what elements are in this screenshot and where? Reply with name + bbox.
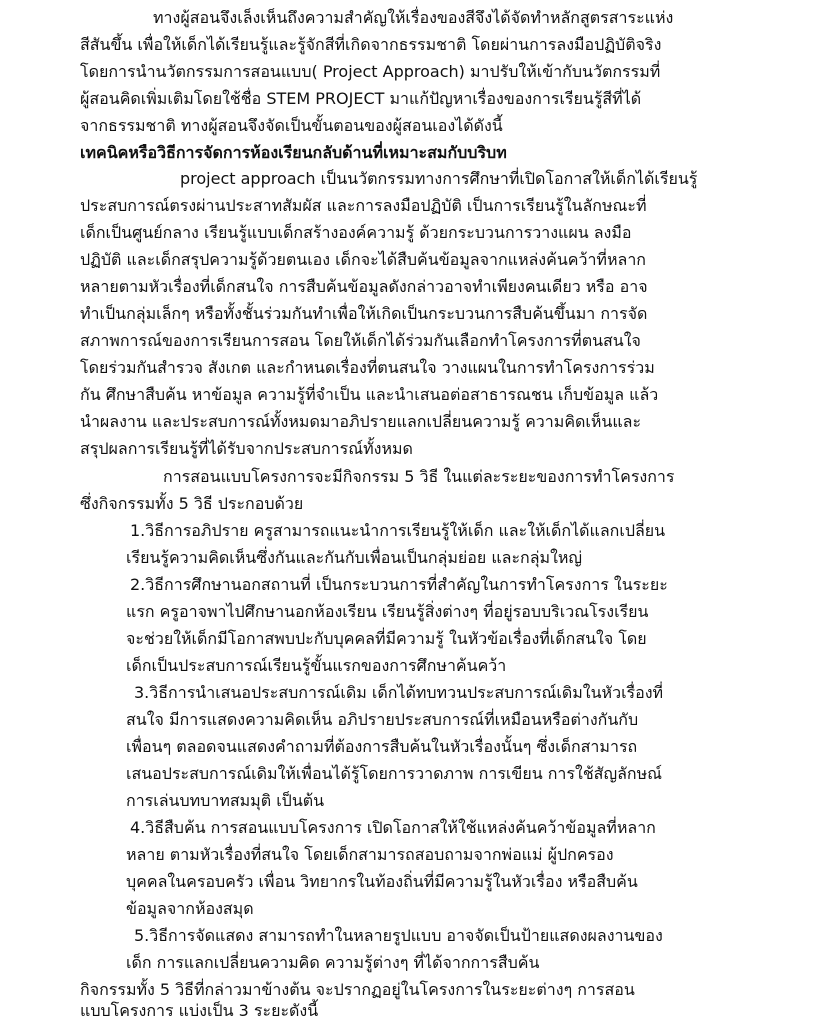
text-line: นำผลงาน และประสบการณ์ทั้งหมดมาอภิปรายแลกเปลี่ยนความรู้ ความคิดเห็นและ (80, 412, 642, 431)
text-line: project approach เป็นนวัตกรรมทางการศึกษาที่เปิดโอกาสให้เด็กได้เรียนรู้ (180, 169, 698, 188)
text-line: ปฏิบัติ และเด็กสรุปความรู้ด้วยตนเอง เด็กจะได้สืบค้นข้อมูลจากแหล่งค้นคว้าที่หลาก (80, 250, 646, 269)
text-line: ซึ่งกิจกรรมทั้ง 5 วิธี ประกอบด้วย (80, 494, 304, 513)
text-line: เสนอประสบการณ์เดิมให้เพื่อนได้รู้โดยการวาดภาพ การเขียน การใช้สัญลักษณ์ (126, 764, 662, 783)
text-line: เด็ก การแลกเปลี่ยนความคิด ความรู้ต่างๆ ที่ได้จากการสืบค้น (126, 953, 540, 972)
text-line: สนใจ มีการแสดงความคิดเห็น อภิปรายประสบการณ์ที่เหมือนหรือต่างกันกับ (126, 710, 639, 729)
text-line: เรียนรู้ความคิดเห็นซึ่งกันและกันกับเพื่อนเป็นกลุ่มย่อย และกลุ่มใหญ่ (126, 548, 583, 567)
text-line: เด็กเป็นศูนย์กลาง เรียนรู้แบบเด็กสร้างองค์ความรู้ ด้วยกระบวนการวางแผน ลงมือ (80, 223, 632, 242)
text-line: เพื่อนๆ ตลอดจนแสดงคำถามที่ต้องการสืบค้นในหัวเรื่องนั้นๆ ซึ่งเด็กสามารถ (126, 737, 638, 756)
section-heading: เทคนิคหรือวิธีการจัดการห้องเรียนกลับด้านที่เหมาะสมกับบริบท (80, 143, 507, 162)
text-line: บุคคลในครอบครัว เพื่อน วิทยากรในท้องถิ่นที่มีความรู้ในหัวเรื่อง หรือสืบค้น (126, 872, 638, 891)
text-line: แรก ครูอาจพาไปศึกษานอกห้องเรียน เรียนรู้สิ่งต่างๆ ที่อยู่รอบบริเวณโรงเรียน (126, 602, 649, 621)
text-line: หลาย ตามหัวเรื่องที่สนใจ โดยเด็กสามารถสอบถามจากพ่อแม่ ผู้ปกครอง (126, 845, 614, 864)
text-line: สรุปผลการเรียนรู้ที่ได้รับจากประสบการณ์ทั้งหมด (80, 439, 413, 458)
text-line: ข้อมูลจากห้องสมุด (126, 899, 254, 918)
text-line: 2.วิธีการศึกษานอกสถานที่ เป็นกระบวนการที่สำคัญในการทำโครงการ ในระยะ (130, 575, 668, 594)
text-line: ประสบการณ์ตรงผ่านประสาทสัมผัส และการลงมือปฏิบัติ เป็นการเรียนรู้ในลักษณะที่ (80, 196, 647, 215)
text-line: กัน ศึกษาสืบค้น หาข้อมูล ความรู้ที่จำเป็น และนำเสนอต่อสาธารณชน เก็บข้อมูล แล้ว (80, 385, 659, 404)
text-line: จะช่วยให้เด็กมีโอกาสพบปะกับบุคคลที่มีความรู้ ในหัวข้อเรื่องที่เด็กสนใจ โดย (126, 629, 647, 648)
text-line: โดยร่วมกันสำรวจ สังเกต และกำหนดเรื่องที่ตนสนใจ วางแผนในการทำโครงการร่วม (80, 358, 655, 377)
text-line: ผู้สอนคิดเพิ่มเติมโดยใช้ชื่อ STEM PROJECT มาแก้ปัญหาเรื่องของการเรียนรู้สีที่ได้ (80, 89, 642, 108)
text-line: 4.วิธีสืบค้น การสอนแบบโครงการ เปิดโอกาสให้ใช้แหล่งค้นคว้าข้อมูลที่หลาก (130, 818, 656, 837)
text-line: กิจกรรมทั้ง 5 วิธีที่กล่าวมาข้างต้น จะปรากฏอยู่ในโครงการในระยะต่างๆ การสอน (80, 980, 635, 999)
text-line: สภาพการณ์ของการเรียนการสอน โดยให้เด็กได้ร่วมกันเลือกทำโครงการที่ตนสนใจ (80, 331, 641, 350)
text-line: การสอนแบบโครงการจะมีกิจกรรม 5 วิธี ในแต่ละระยะของการทำโครงการ (163, 467, 675, 486)
text-line: สีสันขึ้น เพื่อให้เด็กได้เรียนรู้และรู้จักสีที่เกิดจากธรรมชาติ โดยผ่านการลงมือปฏิบัติจริง (80, 35, 662, 54)
text-line: เด็กเป็นประสบการณ์เรียนรู้ขั้นแรกของการศึกษาค้นคว้า (126, 656, 507, 675)
text-line: หลายตามหัวเรื่องที่เด็กสนใจ การสืบค้นข้อมูลดังกล่าวอาจทำเพียงคนเดียว หรือ อาจ (80, 277, 648, 296)
text-line: จากธรรมชาติ ทางผู้สอนจึงจัดเป็นขั้นตอนของผู้สอนเองได้ดังนี้ (80, 116, 503, 135)
text-line: ทำเป็นกลุ่มเล็กๆ หรือทั้งชั้นร่วมกันทำเพื่อให้เกิดเป็นกระบวนการสืบค้นขึ้นมา การจัด (80, 304, 648, 323)
text-line: 5.วิธีการจัดแสดง สามารถทำในหลายรูปแบบ อาจจัดเป็นป้ายแสดงผลงานของ (134, 926, 663, 945)
text-line: 3.วิธีการนำเสนอประสบการณ์เดิม เด็กได้ทบทวนประสบการณ์เดิมในหัวเรื่องที่ (134, 683, 664, 702)
text-line: แบบโครงการ แบ่งเป็น 3 ระยะดังนี้ (80, 1001, 319, 1020)
text-line: ทางผู้สอนจึงเล็งเห็นถึงความสำคัญให้เรื่องของสีจึงได้จัดทำหลักสูตรสาระแห่ง (153, 8, 674, 27)
text-line: การเล่นบทบาทสมมุติ เป็นต้น (126, 791, 325, 810)
text-line: 1.วิธีการอภิปราย ครูสามารถแนะนำการเรียนรู้ให้เด็ก และให้เด็กได้แลกเปลี่ยน (130, 521, 666, 540)
text-line: โดยการนำนวัตกรรมการสอนแบบ( Project Approach) มาปรับให้เข้ากับนวัตกรรมที่ (80, 62, 661, 81)
